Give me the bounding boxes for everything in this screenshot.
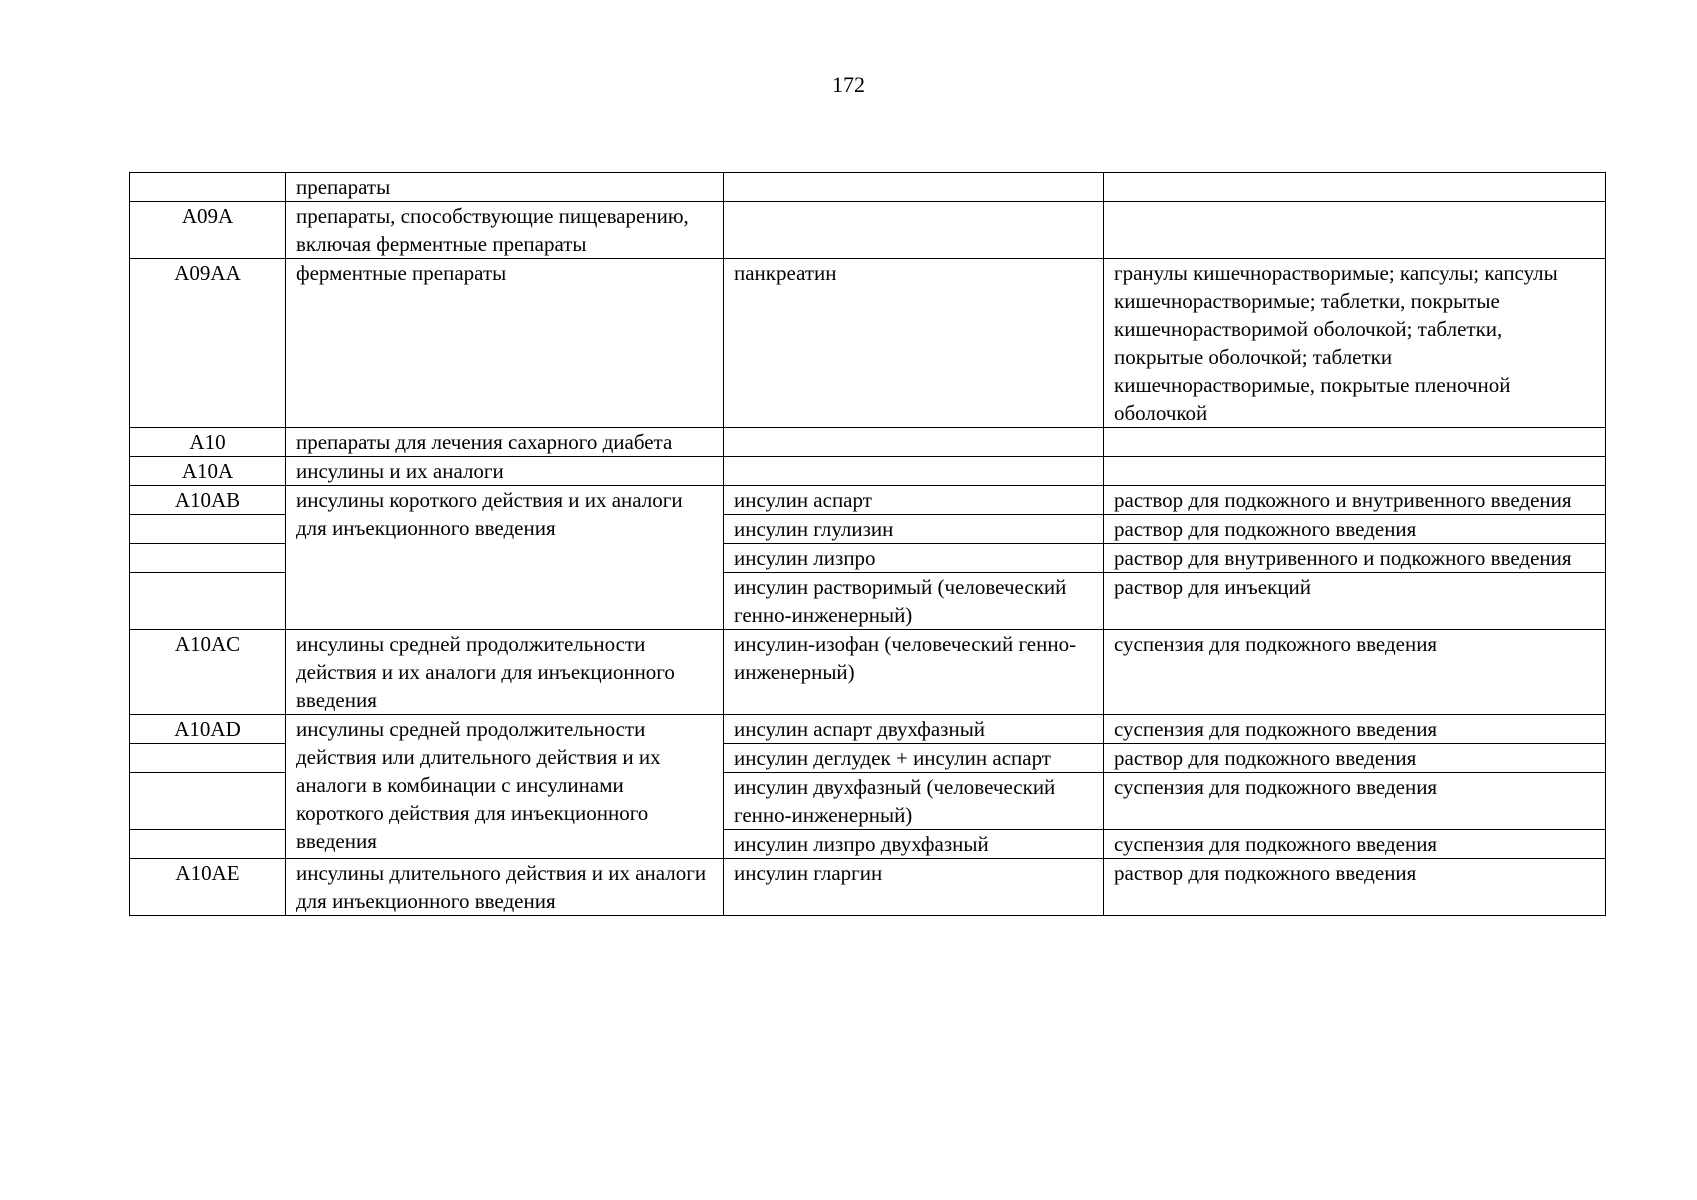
dosage-form-cell: суспензия для подкожного введения xyxy=(1104,830,1606,859)
table-row xyxy=(130,486,1606,515)
group-cell: инсулины длительного действия и их аналоги для инъекционного введения xyxy=(286,859,724,916)
group-cell: инсулины средней продолжительности действия или длительного действия и их аналоги в комбинации с инсулинами короткого действия для инъекционного введения xyxy=(286,715,724,859)
table-row xyxy=(130,859,1606,916)
group-cell: инсулины короткого действия и их аналоги для инъекционного введения xyxy=(286,486,724,630)
drug-cell: инсулин деглудек + инсулин аспарт xyxy=(724,744,1104,773)
table-row xyxy=(130,428,1606,457)
atc-code-cell xyxy=(130,773,286,830)
group-cell: препараты xyxy=(286,173,724,202)
drug-cell: инсулин аспарт xyxy=(724,486,1104,515)
drug-cell: инсулин аспарт двухфазный xyxy=(724,715,1104,744)
atc-code-cell xyxy=(130,515,286,544)
dosage-form-cell: раствор для подкожного и внутривенного введения xyxy=(1104,486,1606,515)
dosage-form-cell: суспензия для подкожного введения xyxy=(1104,715,1606,744)
page-number: 172 xyxy=(832,72,865,97)
drug-cell: инсулин растворимый (человеческий генно-инженерный) xyxy=(724,573,1104,630)
dosage-form-cell: раствор для подкожного введения xyxy=(1104,515,1606,544)
atc-code-cell: A10AD xyxy=(130,715,286,744)
group-cell: инсулины и их аналоги xyxy=(286,457,724,486)
dosage-form-cell: гранулы кишечнорастворимые; капсулы; капсулы кишечнорастворимые; таблетки, покрытые кишечнорастворимой оболочкой; таблетки, покрытые оболочкой; таблетки кишечнорастворимые, покрытые пленочной оболочкой xyxy=(1104,259,1606,428)
table-row xyxy=(130,202,1606,259)
table-row xyxy=(130,715,1606,744)
dosage-form-cell: суспензия для подкожного введения xyxy=(1104,630,1606,715)
dosage-form-cell: раствор для подкожного введения xyxy=(1104,859,1606,916)
drug-cell: инсулин-изофан (человеческий генно-инженерный) xyxy=(724,630,1104,715)
drug-cell: инсулин лизпро двухфазный xyxy=(724,830,1104,859)
group-cell: препараты для лечения сахарного диабета xyxy=(286,428,724,457)
dosage-form-cell: раствор для инъекций xyxy=(1104,573,1606,630)
drug-cell: инсулин двухфазный (человеческий генно-инженерный) xyxy=(724,773,1104,830)
table-row xyxy=(130,457,1606,486)
atc-code-cell xyxy=(130,544,286,573)
drug-cell: инсулин гларгин xyxy=(724,859,1104,916)
drug-cell: панкреатин xyxy=(724,259,1104,428)
atc-code-cell: A10A xyxy=(130,457,286,486)
table-row xyxy=(130,173,1606,202)
atc-code-cell xyxy=(130,830,286,859)
atc-code-cell xyxy=(130,573,286,630)
table-row xyxy=(130,630,1606,715)
medication-table xyxy=(129,172,1606,916)
group-cell: ферментные препараты xyxy=(286,259,724,428)
atc-code-cell: A10AE xyxy=(130,859,286,916)
table-row xyxy=(130,259,1606,428)
atc-code-cell: A09A xyxy=(130,202,286,259)
dosage-form-cell: суспензия для подкожного введения xyxy=(1104,773,1606,830)
group-cell: препараты, способствующие пищеварению, включая ферментные препараты xyxy=(286,202,724,259)
drug-cell: инсулин лизпро xyxy=(724,544,1104,573)
drug-cell xyxy=(724,457,1104,486)
dosage-form-cell xyxy=(1104,428,1606,457)
drug-cell xyxy=(724,173,1104,202)
atc-code-cell: A09AA xyxy=(130,259,286,428)
dosage-form-cell xyxy=(1104,457,1606,486)
group-cell: инсулины средней продолжительности действия и их аналоги для инъекционного введения xyxy=(286,630,724,715)
atc-code-cell xyxy=(130,173,286,202)
dosage-form-cell xyxy=(1104,173,1606,202)
atc-code-cell: A10AB xyxy=(130,486,286,515)
drug-cell: инсулин глулизин xyxy=(724,515,1104,544)
dosage-form-cell: раствор для внутривенного и подкожного введения xyxy=(1104,544,1606,573)
dosage-form-cell: раствор для подкожного введения xyxy=(1104,744,1606,773)
drug-cell xyxy=(724,428,1104,457)
atc-code-cell: A10 xyxy=(130,428,286,457)
atc-code-cell xyxy=(130,744,286,773)
atc-code-cell: A10AC xyxy=(130,630,286,715)
drug-cell xyxy=(724,202,1104,259)
dosage-form-cell xyxy=(1104,202,1606,259)
